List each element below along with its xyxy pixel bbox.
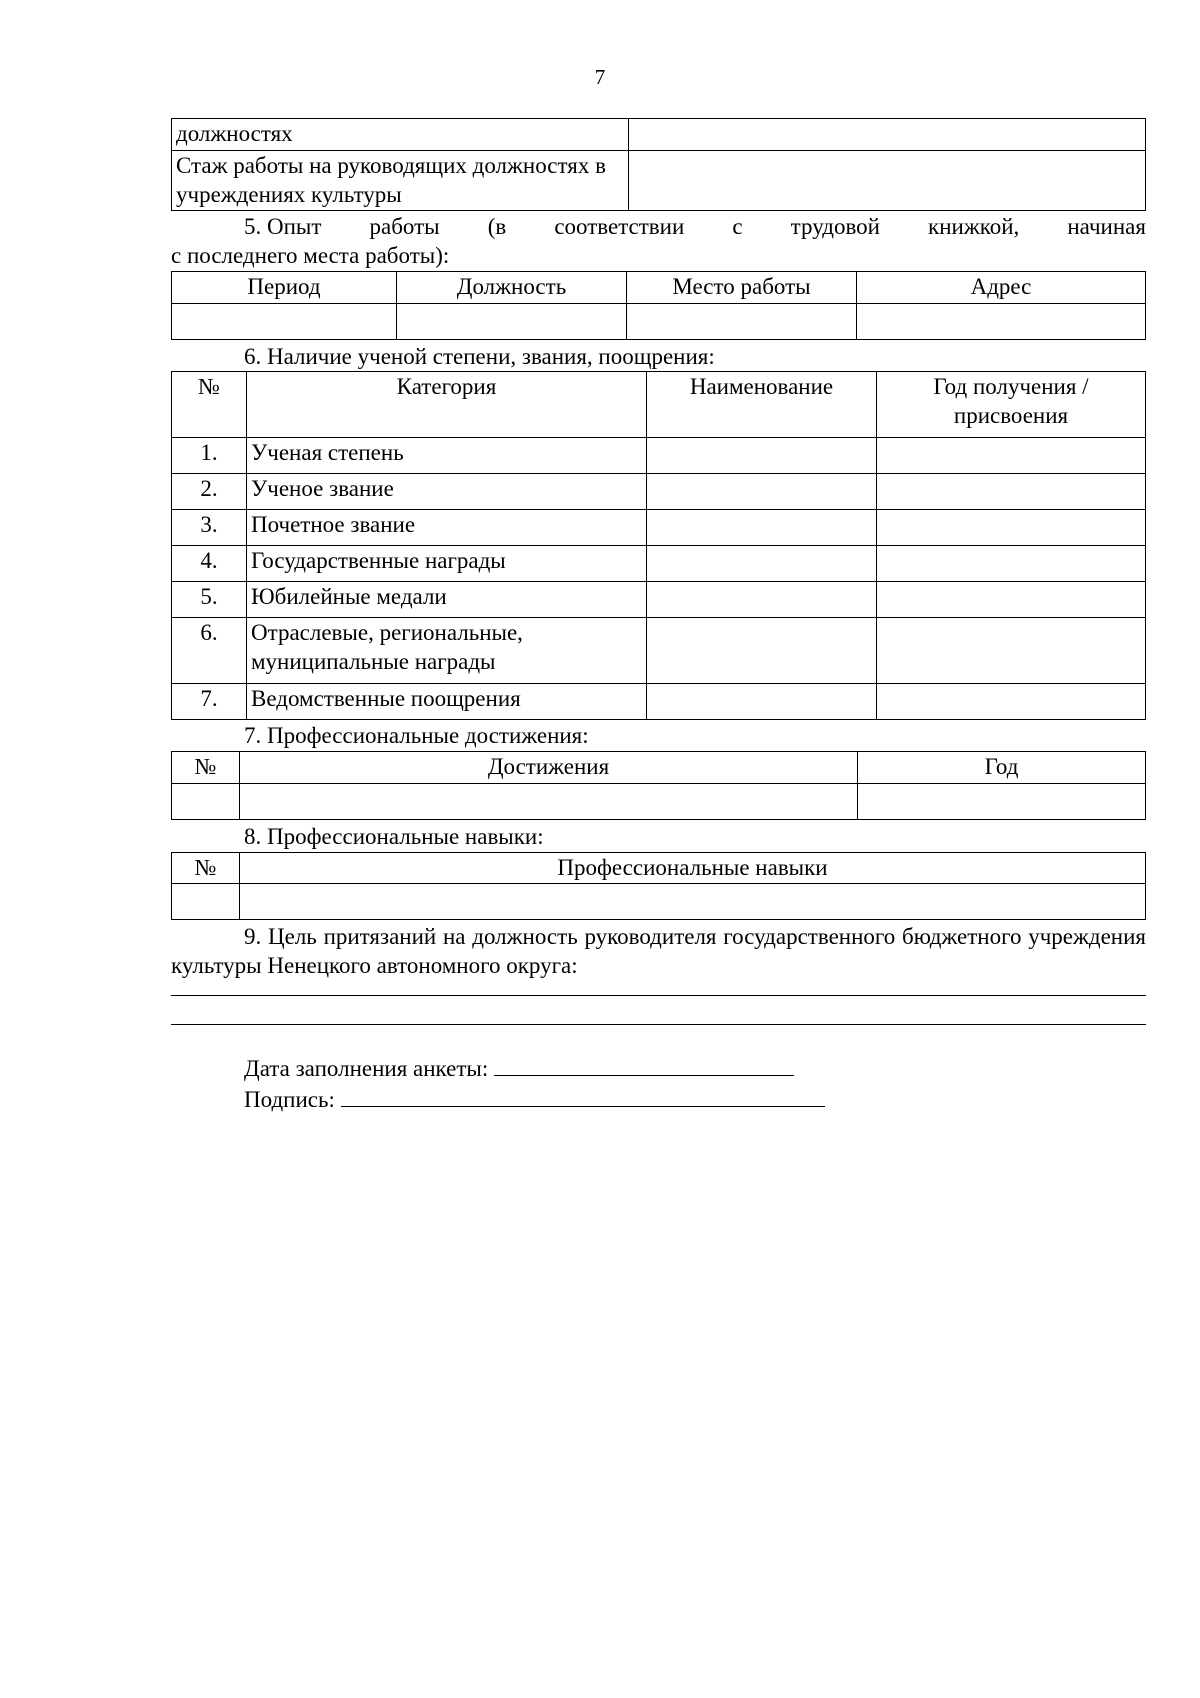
row-category: Ученое звание	[247, 474, 647, 510]
row-number: 7.	[172, 684, 247, 720]
name-field[interactable]	[647, 438, 877, 474]
achievement-field[interactable]	[240, 783, 858, 819]
fill-date-field[interactable]	[494, 1075, 794, 1076]
form-content	[171, 118, 1146, 1114]
page-number: 7	[594, 65, 606, 89]
position-field[interactable]	[397, 303, 627, 339]
table-header-row	[172, 271, 1146, 303]
summary-label: должностях	[172, 119, 629, 151]
year-field[interactable]	[877, 582, 1146, 618]
table-row	[172, 438, 1146, 474]
column-header-year: Год получения /присвоения	[877, 372, 1146, 438]
row-category: Юбилейные медали	[247, 582, 647, 618]
name-field[interactable]	[647, 474, 877, 510]
row-category: Ведомственные поощрения	[247, 684, 647, 720]
degrees-awards-table	[171, 371, 1146, 720]
section-8-heading: 8. Профессиональные навыки:	[244, 823, 544, 849]
section-5-word: книжкой,	[928, 214, 1020, 240]
column-header-achievements: Достижения	[240, 752, 858, 784]
number-field[interactable]	[172, 783, 240, 819]
signature-label: Подпись:	[244, 1086, 335, 1112]
row-number: 2.	[172, 474, 247, 510]
row-category: Почетное звание	[247, 510, 647, 546]
year-field[interactable]	[877, 474, 1146, 510]
table-row	[172, 546, 1146, 582]
period-field[interactable]	[172, 303, 397, 339]
table-row	[172, 884, 1146, 920]
column-header-position: Должность	[397, 271, 627, 303]
signature-field[interactable]	[341, 1106, 825, 1107]
fill-date-row	[244, 1055, 1146, 1084]
column-header-category: Категория	[247, 372, 647, 438]
skill-field[interactable]	[240, 884, 1146, 920]
section-5-word: трудовой	[790, 214, 880, 240]
name-field[interactable]	[647, 618, 877, 684]
name-field[interactable]	[647, 546, 877, 582]
signature-row	[244, 1086, 1146, 1115]
year-field[interactable]	[877, 546, 1146, 582]
column-header-skills: Профессиональные навыки	[240, 852, 1146, 884]
section-5-word: работы	[369, 214, 440, 240]
row-category: Государственные награды	[247, 546, 647, 582]
table-header-row	[172, 852, 1146, 884]
row-number: 5.	[172, 582, 247, 618]
section-5-line2: с последнего места работы):	[171, 243, 450, 268]
table-row	[172, 510, 1146, 546]
section-5-word: с	[732, 214, 743, 240]
column-header-name: Наименование	[647, 372, 877, 438]
column-header-year: Год	[858, 752, 1146, 784]
work-experience-table	[171, 271, 1146, 340]
row-number: 1.	[172, 438, 247, 474]
table-header-row	[172, 752, 1146, 784]
name-field[interactable]	[647, 510, 877, 546]
name-field[interactable]	[647, 582, 877, 618]
section-5-word: соответствии	[554, 214, 685, 240]
row-number: 3.	[172, 510, 247, 546]
column-header-number: №	[172, 372, 247, 438]
table-row	[172, 684, 1146, 720]
section-7-heading: 7. Профессиональные достижения:	[244, 723, 589, 749]
column-header-workplace: Место работы	[627, 271, 857, 303]
column-header-number: №	[172, 852, 240, 884]
achievements-table	[171, 751, 1146, 820]
name-field[interactable]	[647, 684, 877, 720]
column-header-period: Период	[172, 271, 397, 303]
section-5-word: начиная	[1067, 214, 1146, 240]
summary-label: Стаж работы на руководящих должностях в учреждениях культуры	[172, 150, 629, 211]
row-number: 4.	[172, 546, 247, 582]
section-5-word: 5. Опыт	[244, 214, 322, 240]
section-5-heading	[171, 213, 1146, 271]
year-field[interactable]	[877, 510, 1146, 546]
goal-answer-line[interactable]	[171, 995, 1146, 996]
table-row	[172, 783, 1146, 819]
table-row	[172, 618, 1146, 684]
table-row	[172, 303, 1146, 339]
workplace-field[interactable]	[627, 303, 857, 339]
summary-value-field[interactable]	[629, 119, 1146, 151]
table-row	[172, 150, 1146, 211]
table-row	[172, 582, 1146, 618]
year-field[interactable]	[877, 618, 1146, 684]
year-field[interactable]	[858, 783, 1146, 819]
column-header-address: Адрес	[857, 271, 1146, 303]
table-row	[172, 474, 1146, 510]
summary-value-field[interactable]	[629, 150, 1146, 211]
row-category: Ученая степень	[247, 438, 647, 474]
table-row	[172, 119, 1146, 151]
row-category: Отраслевые, региональные, муниципальные награды	[247, 618, 647, 684]
table-header-row	[172, 372, 1146, 438]
address-field[interactable]	[857, 303, 1146, 339]
section-6-heading: 6. Наличие ученой степени, звания, поощрения:	[244, 343, 715, 369]
year-field[interactable]	[877, 438, 1146, 474]
number-field[interactable]	[172, 884, 240, 920]
section-9-text: 9. Цель притязаний на должность руководителя государственного бюджетного учреждения культуры Ненецкого автономного округа:	[171, 924, 1146, 978]
experience-summary-table	[171, 118, 1146, 211]
row-number: 6.	[172, 618, 247, 684]
column-header-number: №	[172, 752, 240, 784]
section-5-word: (в	[487, 214, 507, 240]
fill-date-label: Дата заполнения анкеты:	[244, 1055, 489, 1081]
year-field[interactable]	[877, 684, 1146, 720]
skills-table	[171, 852, 1146, 921]
goal-answer-line[interactable]	[171, 1024, 1146, 1025]
